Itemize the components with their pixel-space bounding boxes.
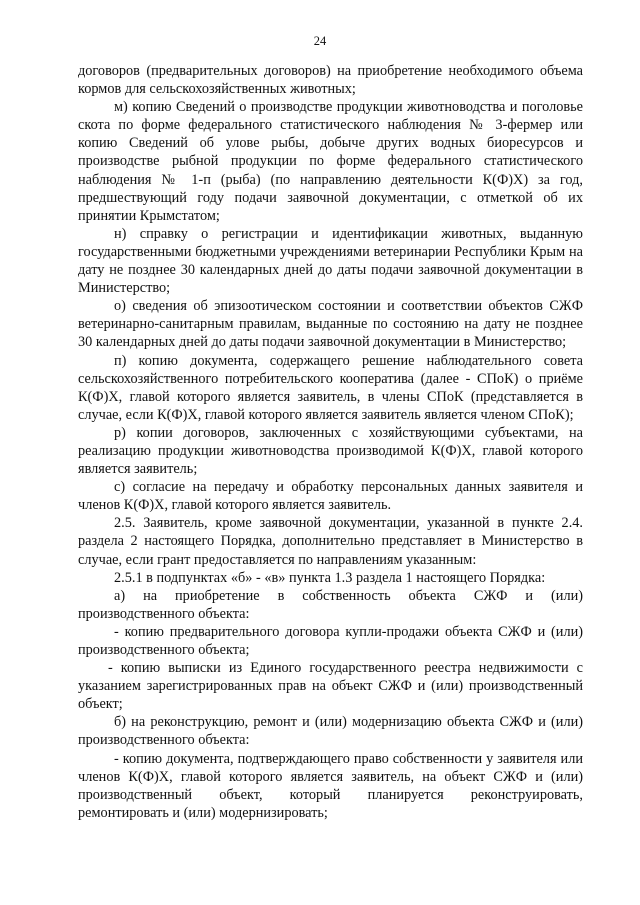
paragraph-dash-registry: - копию выписки из Единого государственного реестра недвижимости с указанием зарегистрированных прав на объект СЖФ и (или) производственный объект;: [78, 660, 583, 713]
paragraph-dash-contract: - копию предварительного договора купли-продажи объекта СЖФ и (или) производственного объекта;: [78, 623, 583, 658]
page-number: 24: [313, 34, 327, 48]
paragraph-section-2-5: 2.5. Заявитель, кроме заявочной документации, указанной в пункте 2.4. раздела 2 настоящего Порядка, дополнительно представляет в Министерство в случае, если грант предоставляется по направлениям указанным:: [78, 515, 583, 568]
paragraph-continuation: договоров (предварительных договоров) на приобретение необходимого объема кормов для сельскохозяйственных животных;: [78, 63, 583, 98]
paragraph-item-n: н) справку о регистрации и идентификации животных, выданную государственными бюджетными учреждениями ветеринарии Республики Крым на дату не позднее 30 календарных дней до даты подачи заявочной документации в Министерство;: [78, 225, 583, 297]
paragraph-dash-ownership: - копию документа, подтверждающего право собственности у заявителя или членов К(Ф)Х, главой которого является заявитель, на объект СЖФ и (или) производственный объект, который планируется реконструировать, ремонтировать и (или) модернизировать;: [78, 750, 583, 821]
document-body: [78, 62, 583, 822]
paragraph-item-a: а) на приобретение в собственность объекта СЖФ и (или) производственного объекта:: [78, 587, 583, 622]
paragraph-section-2-5-1: 2.5.1 в подпунктах «б» - «в» пункта 1.3 раздела 1 настоящего Порядка:: [114, 569, 546, 586]
paragraph-item-b: б) на реконструкцию, ремонт и (или) модернизацию объекта СЖФ и (или) производственного объекта:: [78, 714, 583, 749]
paragraph-item-r: р) копии договоров, заключенных с хозяйствующими субъектами, на реализацию продукции животноводства производимой К(Ф)Х, главой которого является заявитель;: [78, 424, 583, 478]
paragraph-item-p: п) копию документа, содержащего решение наблюдательного совета сельскохозяйственного потребительского кооператива (далее - СПоК) о приёме К(Ф)Х, главой которого является заявитель, в члены СПоК (представляется в случае, если К(Ф)Х, главой которого является заявитель является членом СПоК);: [78, 352, 583, 423]
paragraph-item-s: с) согласие на передачу и обработку персональных данных заявителя и членов К(Ф)Х, главой которого является заявитель.: [78, 479, 583, 514]
paragraph-item-o: о) сведения об эпизоотическом состоянии и соответствии объектов СЖФ ветеринарно-санитарным правилам, выданные по состоянию на дату не позднее 30 календарных дней до даты подачи заявочной документации в Министерство;: [78, 298, 583, 351]
paragraph-item-m: м) копию Сведений о производстве продукции животноводства и поголовье скота по форме федерального статистического наблюдения № 3-фермер или копию Сведений об улове рыбы, добыче других водных биоресурсов и производстве рыбной продукции по форме федерального статистического наблюдения № 1-п (рыба) (по направлению деятельности К(Ф)Х) за год, предшествующий году подачи заявочной документации, с отметкой об их принятии Крымстатом;: [78, 99, 583, 224]
